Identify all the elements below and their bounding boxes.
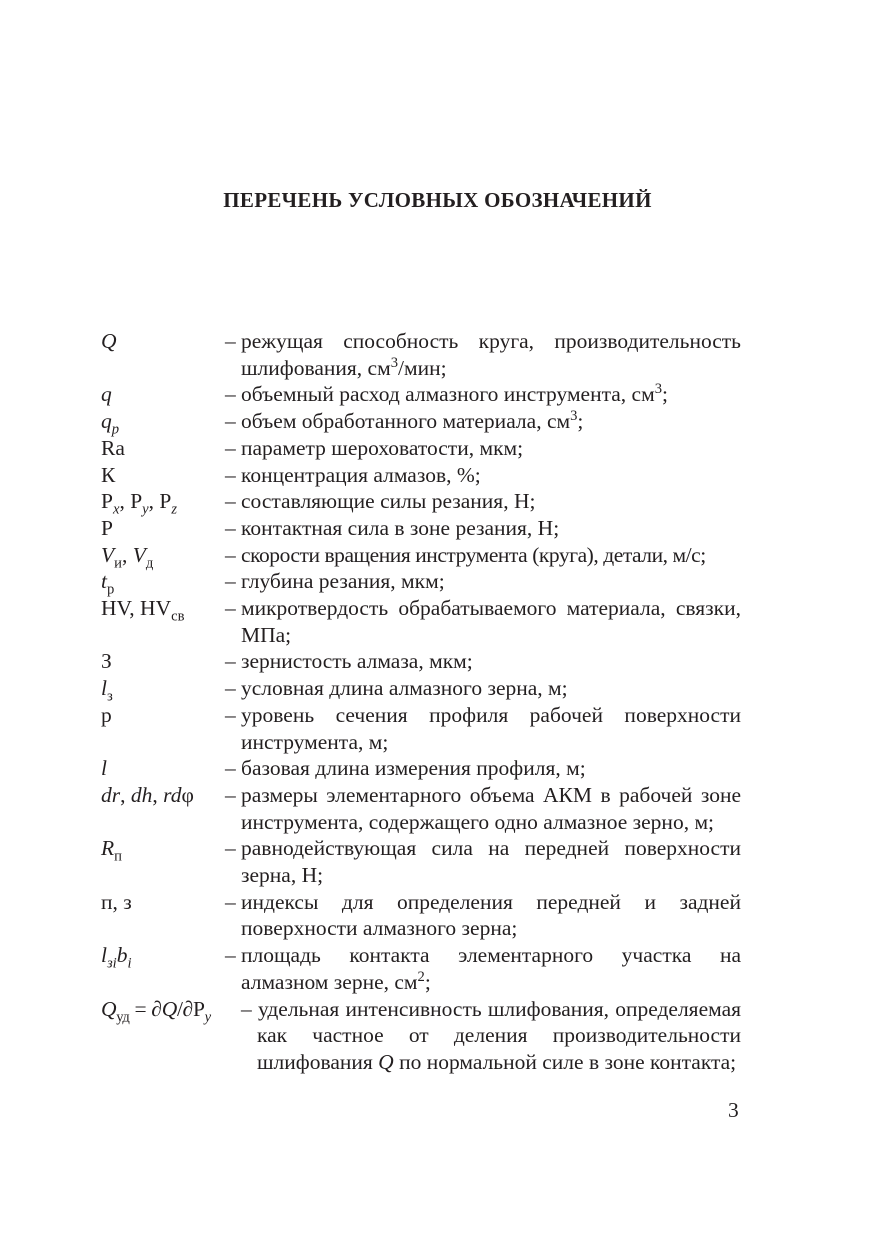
list-item <box>101 996 741 1076</box>
list-item <box>101 381 741 408</box>
list-item <box>101 407 741 438</box>
symbol: $P_x$, $P_y$, $P_z$ <box>101 489 178 518</box>
dash: – <box>225 676 236 701</box>
symbol: $Q_{уд} = \partial Q/\partial P_y$ <box>101 996 211 1025</box>
list-item <box>101 702 741 755</box>
definition: индексы для определения передней и задней поверхности алмазного зерна; <box>241 889 741 941</box>
list-item <box>101 782 741 835</box>
symbol: dr, dh, rdφ <box>101 782 194 807</box>
symbol: $q_p$ <box>101 409 120 438</box>
symbol: п, з <box>101 889 132 914</box>
definition: режущая способность круга, производительность шлифования, $см^3$/мин; <box>241 329 741 380</box>
symbol: $l_{зi}b_i$ <box>101 943 132 972</box>
definition: микротвердость обрабатываемого материала, связки, МПа; <box>241 596 741 647</box>
list-item <box>101 755 741 782</box>
definition: зернистость алмаза, мкм; <box>241 649 473 674</box>
dash: – <box>225 889 236 914</box>
definition: объемный расход алмазного инструмента, $см^3$; <box>241 381 668 407</box>
list-item <box>101 675 741 705</box>
symbol: q <box>101 382 112 407</box>
dash: – <box>225 943 236 968</box>
symbol: $l_з$ <box>101 676 113 705</box>
dash: – <box>225 569 236 594</box>
list-item <box>101 542 741 569</box>
list-item <box>101 462 741 489</box>
definition: условная длина алмазного зерна, м; <box>241 676 568 701</box>
definition: контактная сила в зоне резания, Н; <box>241 515 560 540</box>
dash: – <box>225 649 236 674</box>
symbol: К <box>101 462 116 487</box>
symbol: l <box>101 756 107 781</box>
list-item <box>101 435 741 462</box>
symbol: $V_и$, $V_д$ <box>101 542 154 571</box>
symbol: p <box>101 702 112 727</box>
definition: скорости вращения инструмента (круга), детали, м/с; <box>241 542 706 567</box>
dash: – <box>225 756 236 781</box>
dash: – <box>225 782 236 807</box>
list-item <box>101 568 741 598</box>
page-number: 3 <box>728 1098 739 1122</box>
dash: – <box>225 435 236 460</box>
definition: объем обработанного материала, $см^3$; <box>241 407 584 434</box>
definition: – удельная интенсивность шлифования, определяемая как частное от деления производительности шлифования Q по нормальной силе в зоне контакта; <box>241 996 741 1074</box>
list-item <box>101 515 741 542</box>
definition: глубина резания, мкм; <box>241 569 445 594</box>
dash: – <box>225 702 236 727</box>
definition: концентрация алмазов, %; <box>241 462 481 487</box>
dash: – <box>225 382 236 407</box>
list-item <box>101 835 741 888</box>
dash: – <box>225 836 236 861</box>
list-item <box>101 942 741 995</box>
definition: составляющие силы резания, Н; <box>241 489 536 514</box>
definition: равнодействующая сила на передней поверхности зерна, Н; <box>241 836 741 888</box>
list-item <box>101 648 741 675</box>
list-item <box>101 889 741 942</box>
page-title: ПЕРЕЧЕНЬ УСЛОВНЫХ ОБОЗНАЧЕНИЙ <box>223 188 652 212</box>
definition: уровень сечения профиля рабочей поверхности инструмента, м; <box>241 702 741 754</box>
list-item <box>101 488 741 518</box>
symbols-list <box>101 328 741 1076</box>
dash: – <box>225 329 236 353</box>
dash: – <box>225 409 236 434</box>
dash: – <box>225 462 236 487</box>
symbol: $t_р$ <box>101 569 115 598</box>
symbol: P <box>101 515 113 540</box>
symbol: З <box>101 649 112 674</box>
symbol: $R_п$ <box>101 836 122 865</box>
dash: – <box>225 515 236 540</box>
list-item <box>101 328 741 381</box>
dash: – <box>225 596 236 621</box>
definition: площадь контакта элементарного участка на алмазном зерне, $см^2$; <box>241 943 741 994</box>
symbol: HV, $HV_{св}$ <box>101 596 185 625</box>
definition: параметр шероховатости, мкм; <box>241 435 524 460</box>
list-item <box>101 595 741 648</box>
symbol: Ra <box>101 435 125 460</box>
symbol: Q <box>101 329 117 353</box>
dash: – <box>225 489 236 514</box>
definition: размеры элементарного объема АКМ в рабочей зоне инструмента, содержащего одно алмазное зерно, м; <box>241 782 741 834</box>
dash: – <box>225 542 236 567</box>
definition: базовая длина измерения профиля, м; <box>241 756 586 781</box>
